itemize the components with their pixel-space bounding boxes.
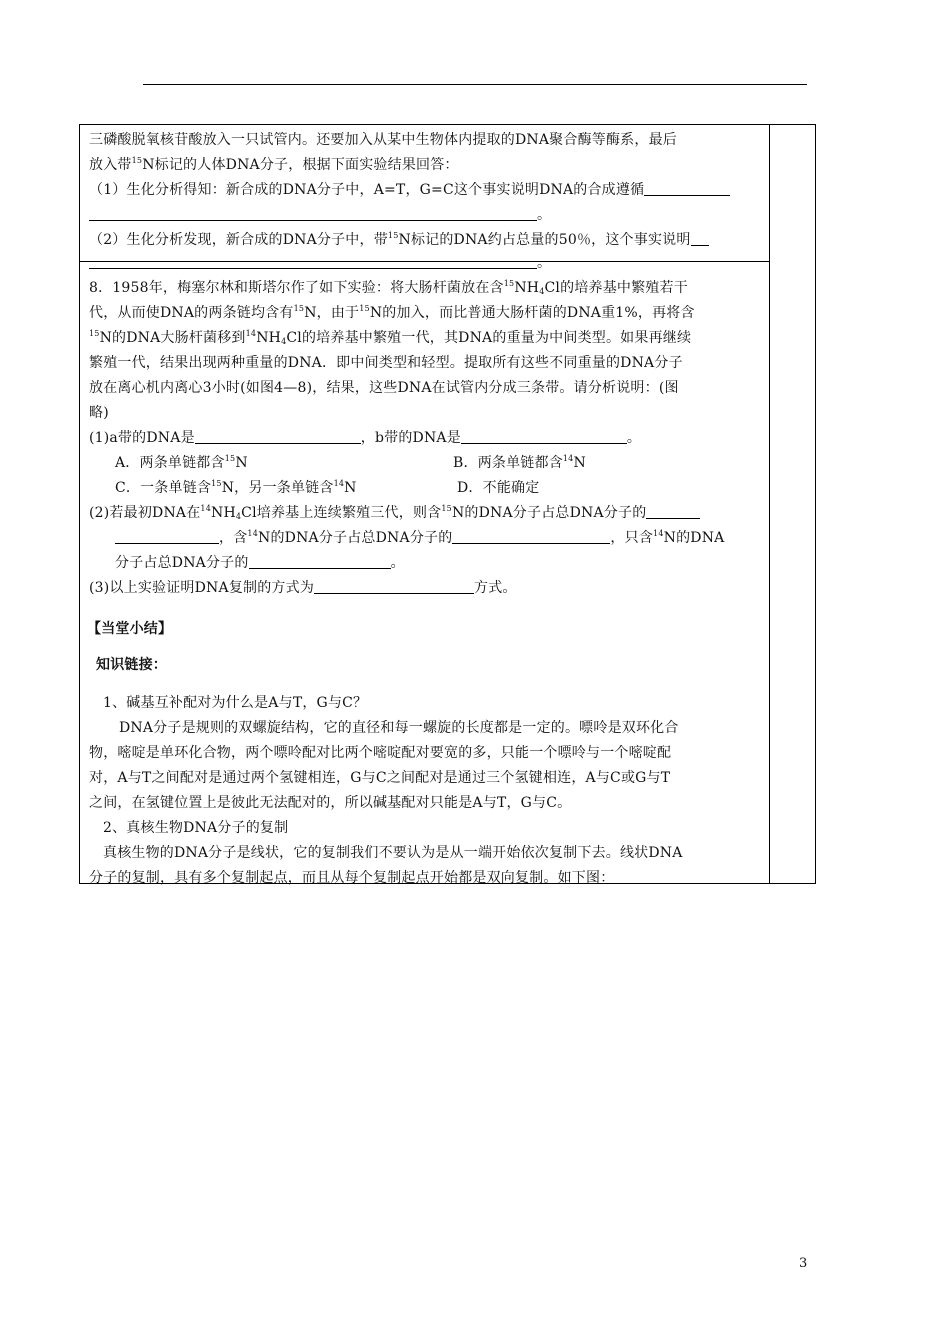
q7-line-2: 放入带$^{15}$N标记的人体DNA分子，根据下面实验结果回答： (89, 156, 459, 173)
q8-sub1: (1)a带的DNA是 ，b带的DNA是 。 (89, 430, 642, 446)
point-1-line-1: DNA分子是规则的双螺旋结构，它的直径和每一螺旋的长度都是一定的。嘌呤是双环化合 (119, 720, 679, 736)
point-1-line-4: 之间，在氢键位置上是彼此无法配对的，所以碱基配对只能是A与T，G与C。 (89, 795, 572, 811)
point-1-title: 1、碱基互补配对为什么是A与T，G与C？ (103, 695, 368, 711)
answer-blank[interactable] (646, 504, 700, 519)
q8-intro-2: 代，从而使DNA的两条链均含有$^{15}$N，由于$^{15}$N的加入，而比普通大肠杆菌的DNA重1%，再将含 (89, 304, 695, 321)
answer-blank[interactable] (314, 579, 474, 594)
q8-intro-5: 放在离心机内离心3小时(如图4—8)，结果，这些DNA在试管内分成三条带。请分析说明：(图 (89, 380, 679, 396)
point-2-line-1: 真核生物的DNA分子是线状，它的复制我们不要认为是从一端开始依次复制下去。线状DNA (103, 845, 683, 861)
answer-blank[interactable] (115, 529, 219, 544)
point-2-line-2: 分子的复制，具有多个复制起点，而且从每个复制起点开始都是双向复制。如下图： (89, 870, 615, 886)
summary-heading: 【当堂小结】 (87, 621, 173, 637)
q7-sub1: （1）生化分析得知：新合成的DNA分子中，A=T，G=C这个事实说明DNA的合成遵循 (89, 180, 730, 200)
q7-sub2: （2）生化分析发现，新合成的DNA分子中，带$^{15}$N标记的DNA约占总量的50％，这个事实说明 (89, 230, 709, 250)
q8-line-1: 。 (89, 253, 551, 273)
option-a[interactable]: A．两条单链都含$^{15}$N (115, 454, 248, 471)
q8-intro-1: 8．1958年，梅塞尔林和斯塔尔作了如下实验：将大肠杆菌放在含$^{15}NH_4Cl$的培养基中繁殖若干 (89, 279, 688, 296)
answer-blank[interactable] (89, 254, 537, 269)
answer-blank[interactable] (461, 429, 627, 444)
q8-intro-3: $^{15}$N的DNA大肠杆菌移到$^{14}NH_4Cl$的培养基中繁殖一代，其DNA的重量为中间类型。如果再继续 (89, 329, 692, 346)
answer-blank[interactable] (89, 206, 537, 221)
answer-blank[interactable] (452, 529, 610, 544)
option-c[interactable]: C．一条单链含$^{15}$N，另一条单链含$^{14}$N (115, 479, 357, 496)
page-number: 3 (799, 1256, 808, 1271)
q8-sub2-end: 分子占总DNA分子的 。 (115, 555, 405, 571)
point-2-title: 2、真核生物DNA分子的复制 (103, 820, 289, 836)
header-rule (143, 84, 807, 85)
q8-sub3: (3)以上实验证明DNA复制的方式为 方式。 (89, 580, 517, 596)
point-1-line-2: 物，嘧啶是单环化合物，两个嘌呤配对比两个嘧啶配对要宽的多，只能一个嘌呤与一个嘧啶配 (89, 745, 672, 761)
answer-blank[interactable] (249, 554, 391, 569)
q8-intro-6: 略) (89, 405, 109, 421)
table-column-divider (769, 125, 770, 883)
option-b[interactable]: B．两条单链都含$^{14}$N (453, 454, 586, 471)
knowledge-link-heading: 知识链接： (96, 657, 167, 673)
answer-blank[interactable] (644, 181, 730, 196)
q7-sub1-cont: 。 (89, 205, 551, 225)
q8-sub2-cont: ，含$^{14}$N的DNA分子占总DNA分子的 ，只含$^{14}$N的DNA (115, 528, 724, 548)
answer-blank[interactable] (691, 231, 709, 246)
q7-line-1: 三磷酸脱氧核苷酸放入一只试管内。还要加入从某中生物体内提取的DNA聚合酶等酶系，最后 (89, 132, 677, 148)
point-1-line-3: 对，A与T之间配对是通过两个氢键相连，G与C之间配对是通过三个氢键相连，A与C或G与T (89, 770, 671, 786)
q8-intro-4: 繁殖一代，结果出现两种重量的DNA．即中间类型和轻型。提取所有这些不同重量的DNA分子 (89, 355, 683, 371)
answer-blank[interactable] (195, 429, 361, 444)
q8-sub2: (2)若最初DNA在$^{14}NH_4Cl$培养基上连续繁殖三代，则含$^{15}$N的DNA分子占总DNA分子的 (89, 503, 700, 523)
option-d[interactable]: D．不能确定 (457, 480, 540, 496)
